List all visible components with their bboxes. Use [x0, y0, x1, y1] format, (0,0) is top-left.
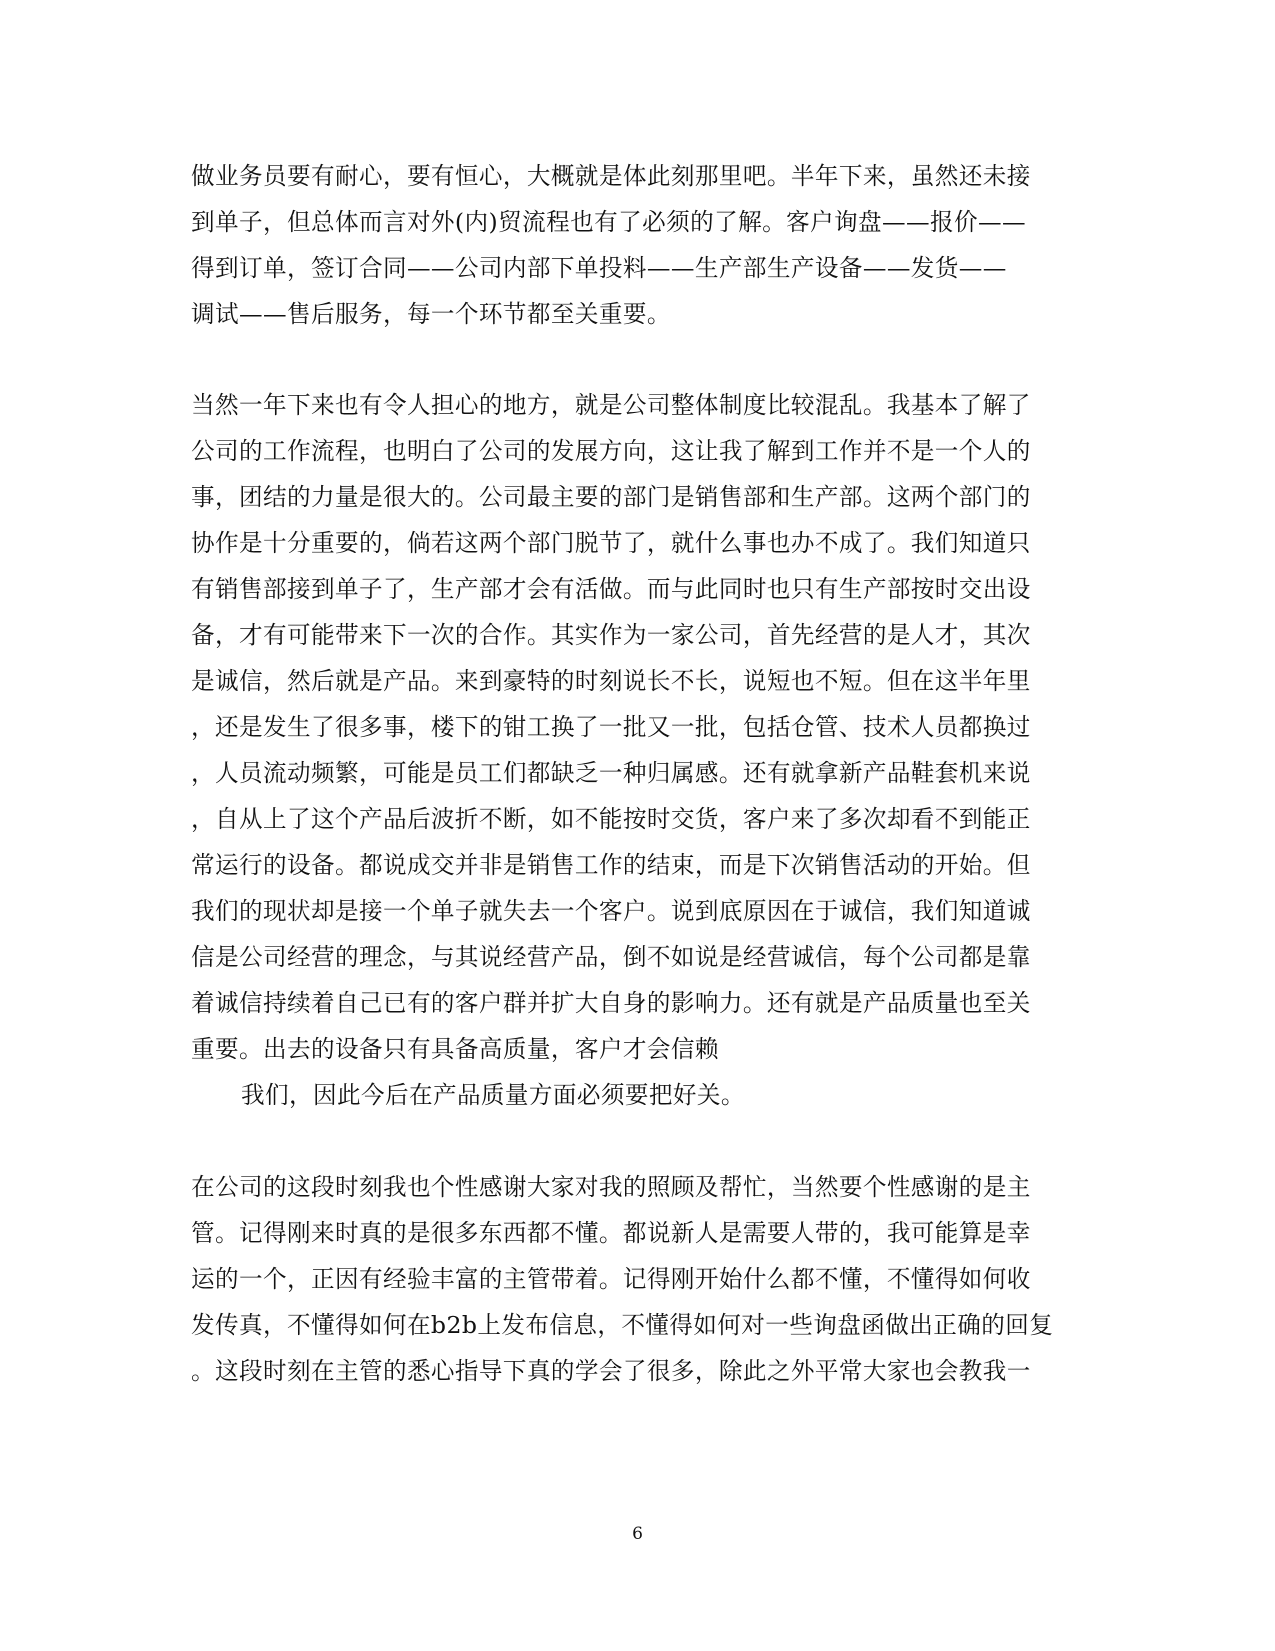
paragraph-line: ，自从上了这个产品后波折不断，如不能按时交货，客户来了多次却看不到能正 — [191, 805, 1031, 833]
paragraph-line: ，还是发生了很多事，楼下的钳工换了一批又一批，包括仓管、技术人员都换过 — [191, 713, 1031, 741]
paragraph-line: 事，团结的力量是很大的。公司最主要的部门是销售部和生产部。这两个部门的 — [191, 483, 1031, 511]
paragraph-line: 着诚信持续着自己已有的客户群并扩大自身的影响力。还有就是产品质量也至关 — [191, 989, 1031, 1017]
paragraph-line: 运的一个，正因有经验丰富的主管带着。记得刚开始什么都不懂，不懂得如何收 — [191, 1265, 1031, 1293]
paragraph-line: 常运行的设备。都说成交并非是销售工作的结束，而是下次销售活动的开始。但 — [191, 851, 1031, 879]
paragraph-line: 重要。出去的设备只有具备高质量，客户才会信赖 — [191, 1035, 719, 1063]
paragraph-line: 备，才有可能带来下一次的合作。其实作为一家公司，首先经营的是人才，其次 — [191, 621, 1031, 649]
paragraph-line: 是诚信，然后就是产品。来到豪特的时刻说长不长，说短也不短。但在这半年里 — [191, 667, 1031, 695]
paragraph-line: 我们的现状却是接一个单子就失去一个客户。说到底原因在于诚信，我们知道诚 — [191, 897, 1031, 925]
page-number: 6 — [632, 1524, 643, 1544]
paragraph-line: 发传真，不懂得如何在b2b上发布信息，不懂得如何对一些询盘函做出正确的回复 — [191, 1311, 1054, 1339]
paragraph-line: 在公司的这段时刻我也个性感谢大家对我的照顾及帮忙，当然要个性感谢的是主 — [191, 1173, 1031, 1201]
paragraph-line: 公司的工作流程，也明白了公司的发展方向，这让我了解到工作并不是一个人的 — [191, 437, 1031, 465]
paragraph-line: 到单子，但总体而言对外(内)贸流程也有了必须的了解。客户询盘——报价—— — [191, 208, 1026, 236]
paragraph-line: 有销售部接到单子了，生产部才会有活做。而与此同时也只有生产部按时交出设 — [191, 575, 1031, 603]
paragraph-line: 协作是十分重要的，倘若这两个部门脱节了，就什么事也办不成了。我们知道只 — [191, 529, 1031, 557]
paragraph-line: 信是公司经营的理念，与其说经营产品，倒不如说是经营诚信，每个公司都是靠 — [191, 943, 1031, 971]
paragraph-line: 我们，因此今后在产品质量方面必须要把好关。 — [241, 1081, 745, 1109]
paragraph-line: ，人员流动频繁，可能是员工们都缺乏一种归属感。还有就拿新产品鞋套机来说 — [191, 759, 1031, 787]
paragraph-line: 当然一年下来也有令人担心的地方，就是公司整体制度比较混乱。我基本了解了 — [191, 391, 1031, 419]
paragraph-line: 得到订单，签订合同——公司内部下单投料——生产部生产设备——发货—— — [191, 254, 1007, 282]
paragraph-line: 做业务员要有耐心，要有恒心，大概就是体此刻那里吧。半年下来，虽然还未接 — [191, 162, 1031, 190]
paragraph-line: 管。记得刚来时真的是很多东西都不懂。都说新人是需要人带的，我可能算是幸 — [191, 1219, 1031, 1247]
paragraph-line: 。这段时刻在主管的悉心指导下真的学会了很多，除此之外平常大家也会教我一 — [191, 1357, 1031, 1385]
paragraph-line: 调试——售后服务，每一个环节都至关重要。 — [191, 300, 671, 328]
